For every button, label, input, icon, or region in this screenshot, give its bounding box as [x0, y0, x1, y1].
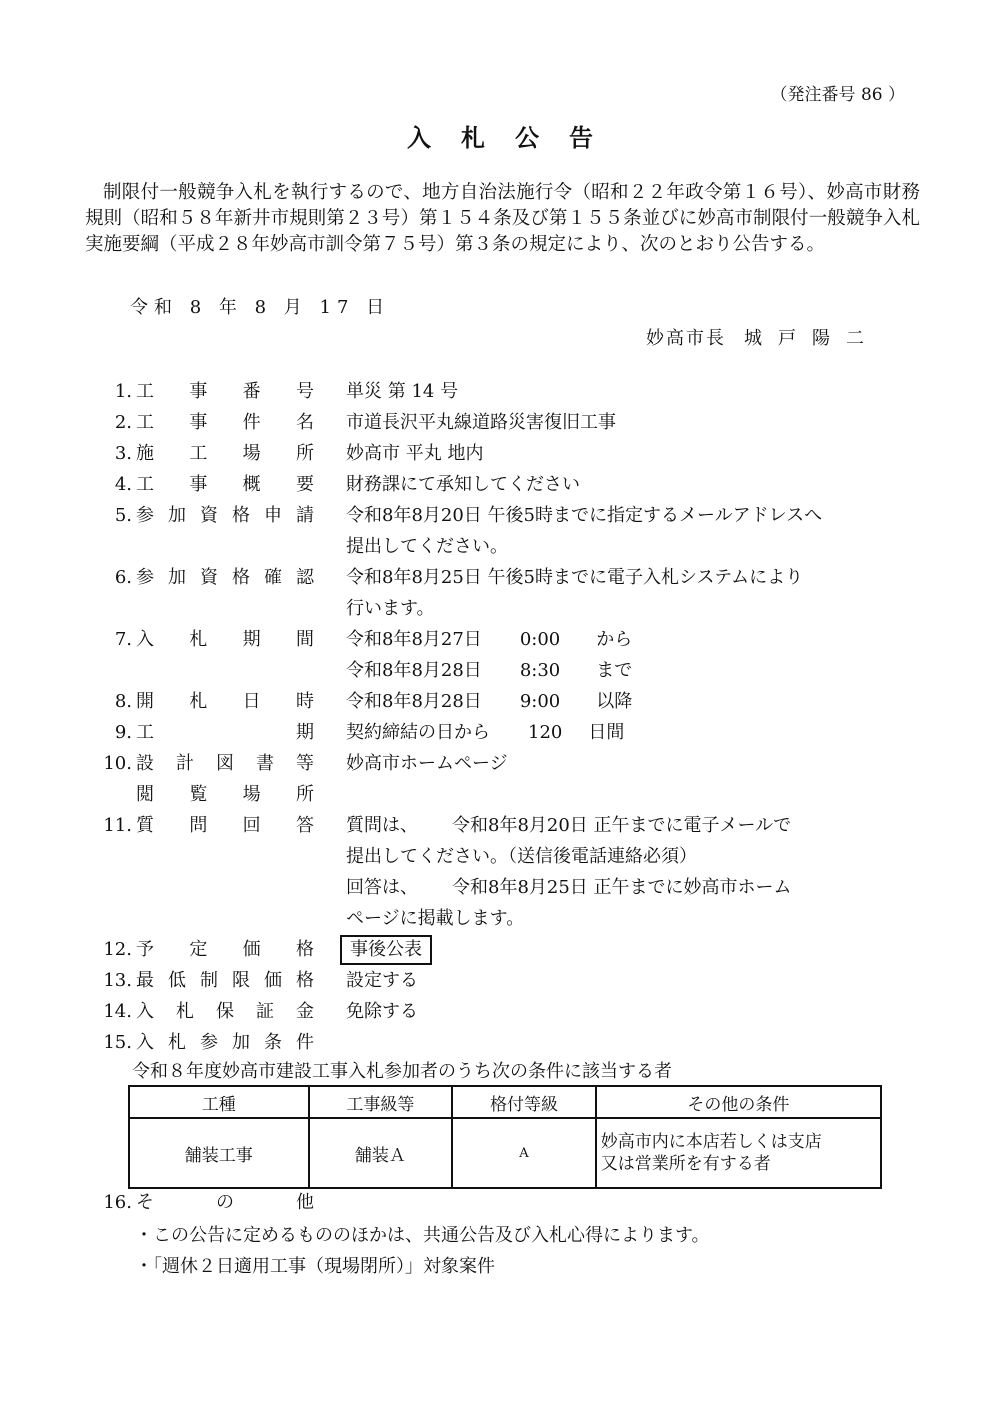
item-value-cont: 提出してください。 — [346, 536, 508, 557]
item-label-cont: 閲 覧 場 所 — [136, 784, 314, 805]
item-label: 工 期 — [136, 722, 314, 743]
item-number: 8. — [114, 691, 132, 712]
item-number: 15. — [103, 1032, 132, 1053]
item-number: 6. — [114, 567, 132, 588]
item-number: 13. — [103, 970, 132, 991]
item-5 — [92, 500, 922, 531]
item-value: 令和8年8月27日 0:00 から — [346, 629, 633, 650]
item-label: 設 計 図 書 等 — [136, 753, 314, 774]
item-11-cont-1 — [92, 841, 922, 872]
item-value-cont: 提出してください。（送信後電話連絡必須） — [346, 846, 697, 867]
item-value: 妙高市 平丸 地内 — [346, 443, 484, 464]
item-number: 11. — [103, 815, 132, 836]
item-value: 市道長沢平丸線道路災害復旧工事 — [346, 412, 616, 433]
mayor-name: 城戸陽二 — [744, 328, 880, 349]
item-label: 質 問 回 答 — [136, 815, 314, 836]
item-12 — [92, 934, 922, 965]
item-label: 工 事 番 号 — [136, 381, 314, 402]
item-10 — [92, 748, 922, 779]
item-label: 開 札 日 時 — [136, 691, 314, 712]
item-number: 5. — [114, 505, 132, 526]
table-cell: A — [452, 1118, 596, 1188]
item-10-cont — [92, 779, 922, 810]
item-label: 工 事 概 要 — [136, 474, 314, 495]
table-cell: 舗装Ａ — [309, 1118, 453, 1188]
order-number: （発注番号 86 ） — [770, 85, 905, 105]
item-9 — [92, 717, 922, 748]
item-number: 10. — [103, 753, 132, 774]
item-value: 免除する — [346, 1001, 418, 1022]
notice-date: 令和 8 年 8 月 17 日 — [130, 297, 391, 318]
item-label: 入 札 保 証 金 — [136, 1001, 314, 1022]
item-11-cont-3 — [92, 903, 922, 934]
item-label: 工 事 件 名 — [136, 412, 314, 433]
item-value: 契約締結の日から 120 日間 — [346, 722, 625, 743]
list-item: ・この公告に定めるもののほかは、共通公告及び入札心得によります。 — [135, 1225, 710, 1246]
item-value: 令和8年8月28日 9:00 以降 — [346, 691, 633, 712]
item-value-cont: ページに掲載します。 — [346, 908, 525, 929]
item-4 — [92, 469, 922, 500]
conditions-lead: 令和８年度妙高市建設工事入札参加者のうち次の条件に該当する者 — [132, 1061, 672, 1082]
item-number: 16. — [103, 1192, 132, 1213]
item-value-cont: 行います。 — [346, 598, 435, 619]
item-number: 12. — [103, 939, 132, 960]
item-7 — [92, 624, 922, 655]
item-value: 質問は、 令和8年8月20日 正午までに電子メールで — [346, 815, 792, 836]
item-value: 財務課にて承知してください — [346, 474, 580, 495]
item-5-cont — [92, 531, 922, 562]
item-list — [92, 376, 922, 1058]
item-2 — [92, 407, 922, 438]
item-value-cont: 令和8年8月28日 8:30 まで — [346, 660, 633, 681]
mayor-title: 妙高市長 — [646, 328, 726, 349]
item-6-cont — [92, 593, 922, 624]
list-item: ・「週休２日適用工事（現場閉所）」対象案件 — [135, 1256, 495, 1277]
intro-text: 制限付一般競争入札を執行するので、地方自治法施行令（昭和２２年政令第１６号）、妙高市財務規則（昭和５８年新井市規則第２３号）第１５４条及び第１５５条並びに妙高市制限付一般競争入札実施要綱（平成２８年妙高市訓令第７５号）第３条の規定により、次のとおり公告する。 — [85, 182, 920, 255]
item-value: 妙高市ホームページ — [346, 753, 508, 774]
item-number: 4. — [114, 474, 132, 495]
item-3 — [92, 438, 922, 469]
item-value-cont: 回答は、 令和8年8月25日 正午までに妙高市ホーム — [346, 877, 792, 898]
table-header: 工種 — [129, 1086, 309, 1118]
item-number: 3. — [114, 443, 132, 464]
item-number: 7. — [114, 629, 132, 650]
item-value: 単災 第 14 号 — [346, 381, 459, 402]
item-6 — [92, 562, 922, 593]
item-number: 14. — [103, 1001, 132, 1022]
other-notes — [135, 1220, 710, 1282]
item-number: 1. — [114, 381, 132, 402]
item-number: 2. — [114, 412, 132, 433]
table-header: 工事級等 — [309, 1086, 453, 1118]
item-14 — [92, 996, 922, 1027]
item-label: そ の 他 — [136, 1192, 314, 1213]
item-value: 令和8年8月25日 午後5時までに電子入札システムにより — [346, 567, 804, 588]
item-label: 最 低 制 限 価 格 — [136, 970, 314, 991]
table-header: その他の条件 — [596, 1086, 881, 1118]
item-label: 施 工 場 所 — [136, 443, 314, 464]
item-8 — [92, 686, 922, 717]
document-title: 入札公告 — [407, 123, 623, 152]
item-16 — [92, 1187, 314, 1218]
table-header-row — [129, 1086, 881, 1118]
table-cell: 舗装工事 — [129, 1118, 309, 1188]
table-row — [129, 1118, 881, 1188]
item-label: 入 札 期 間 — [136, 629, 314, 650]
mayor-signature — [646, 324, 880, 350]
planned-price-box: 事後公表 — [340, 935, 432, 965]
item-value: 設定する — [346, 970, 418, 991]
item-11 — [92, 810, 922, 841]
item-11-cont-2 — [92, 872, 922, 903]
item-1 — [92, 376, 922, 407]
item-label: 参 加 資 格 確 認 — [136, 567, 314, 588]
table-cell: 妙高市内に本店若しくは支店 又は営業所を有する者 — [596, 1118, 881, 1188]
table-header: 格付等級 — [452, 1086, 596, 1118]
item-label: 入 札 参 加 条 件 — [136, 1032, 314, 1053]
conditions-table — [128, 1085, 882, 1189]
item-7-cont — [92, 655, 922, 686]
item-13 — [92, 965, 922, 996]
intro-paragraph — [85, 180, 920, 258]
item-label: 予 定 価 格 — [136, 939, 314, 960]
item-number: 9. — [114, 722, 132, 743]
item-15 — [92, 1027, 922, 1058]
item-value: 令和8年8月20日 午後5時までに指定するメールアドレスへ — [346, 505, 823, 526]
item-label: 参 加 資 格 申 請 — [136, 505, 314, 526]
